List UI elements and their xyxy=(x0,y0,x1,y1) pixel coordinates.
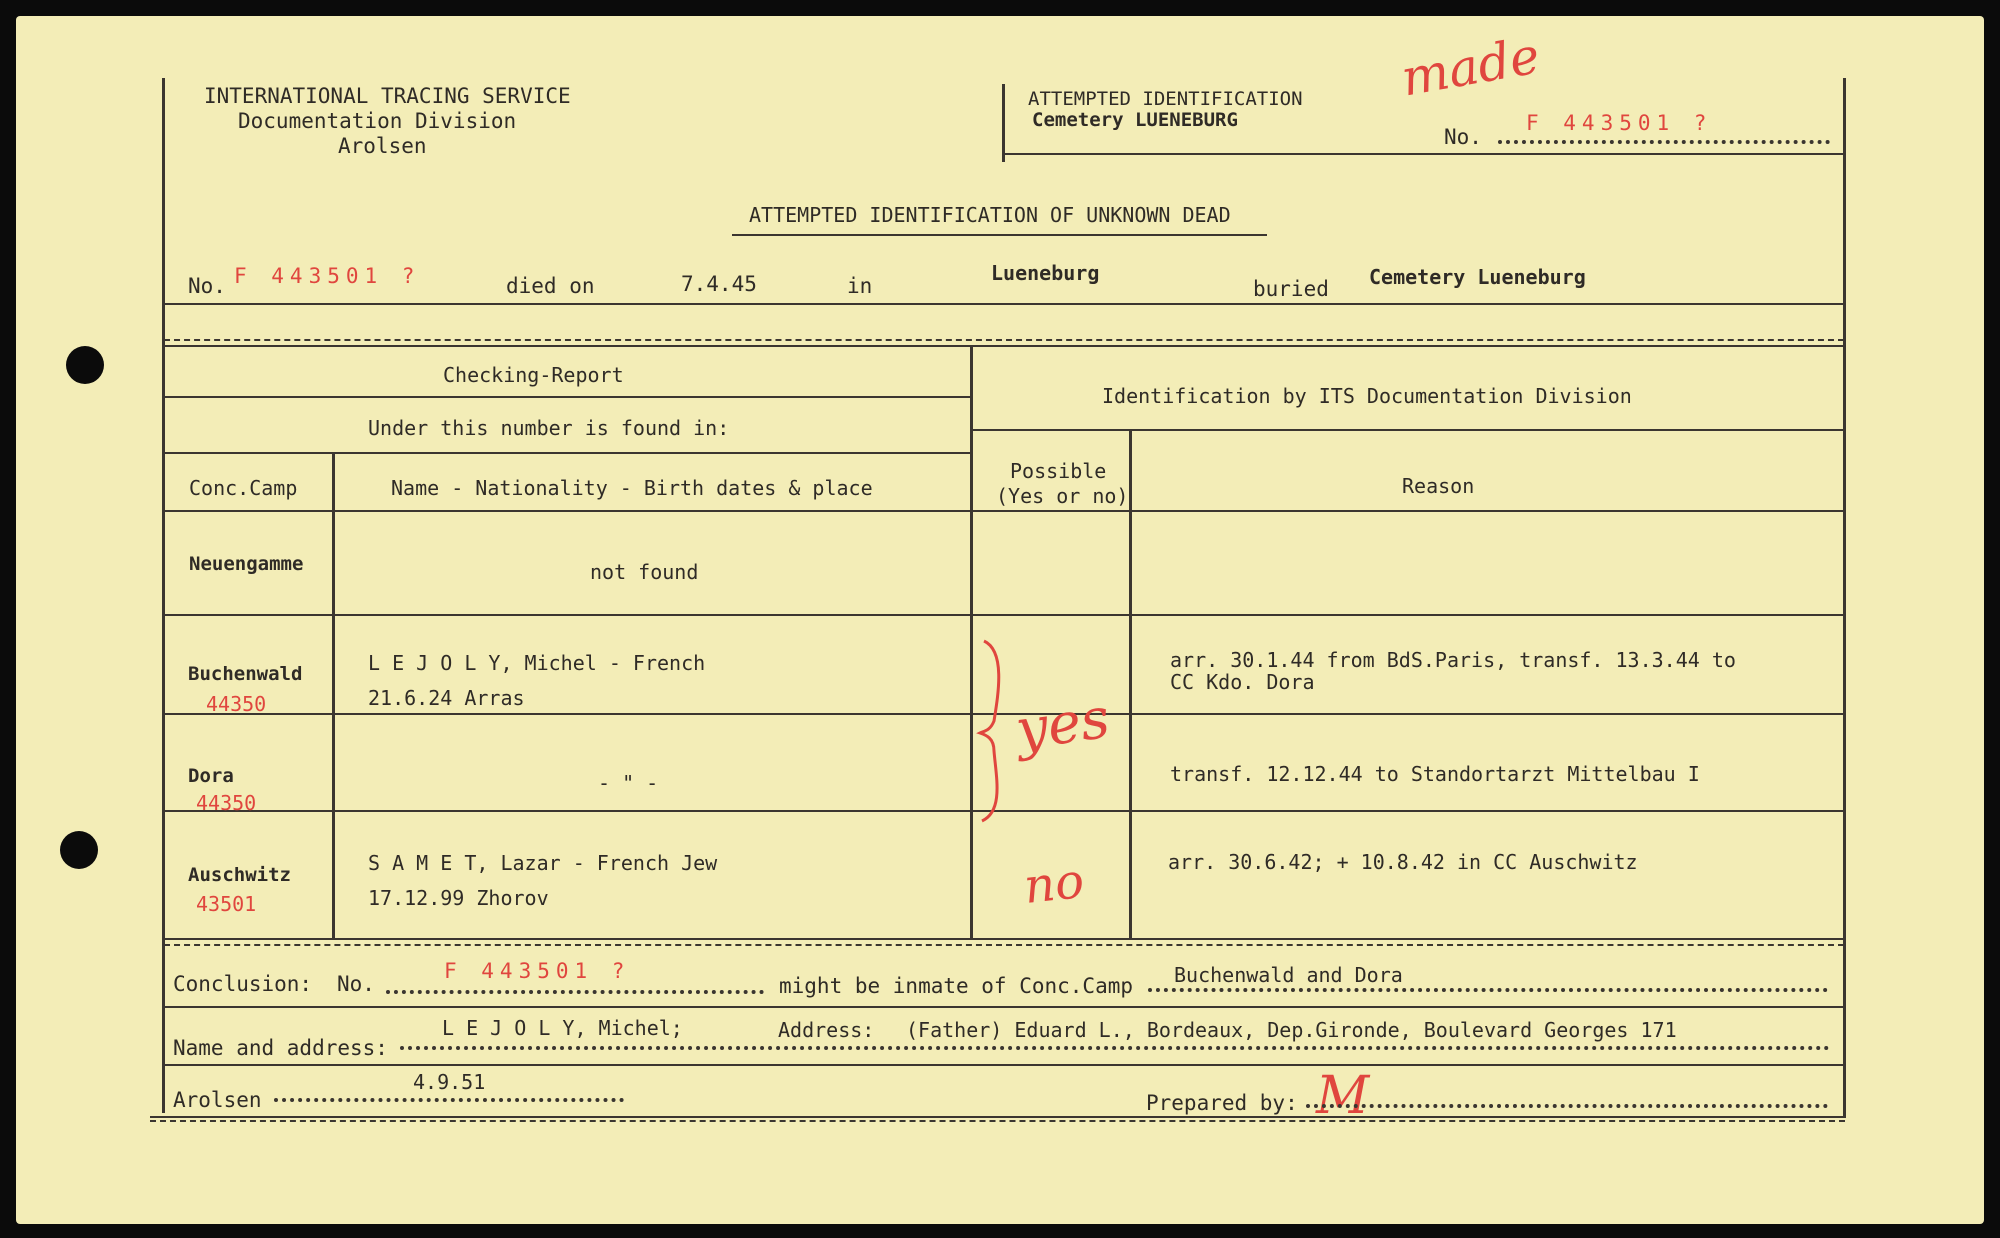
ident-title-line xyxy=(972,429,1843,431)
might-be-label: might be inmate of Conc.Camp xyxy=(779,974,1134,998)
footer-date: 4.9.51 xyxy=(413,1070,486,1094)
row-2-number: 44350 xyxy=(206,692,267,716)
colheader-line xyxy=(164,510,1844,512)
header-no-label: No. xyxy=(1444,125,1482,149)
died-on-value: 7.4.45 xyxy=(681,272,757,296)
ident-title: Identification by ITS Documentation Division xyxy=(1102,384,1632,408)
frame-left xyxy=(162,78,165,1113)
row-2-name-1: L E J O L Y, Michel - French xyxy=(368,651,706,675)
conclusion-label: Conclusion: xyxy=(173,972,313,996)
conclusion-line xyxy=(164,1006,1844,1008)
address-value: (Father) Eduard L., Bordeaux, Dep.Gironde, Boulevard Georges 171 xyxy=(906,1018,1677,1042)
conclusion-no-label: No. xyxy=(337,972,375,996)
conclusion-camp-value: Buchenwald and Dora xyxy=(1174,963,1403,987)
name-address-label: Name and address: xyxy=(173,1036,388,1060)
address-label: Address: xyxy=(778,1018,875,1042)
header-no-value: F 443501 ? xyxy=(1526,111,1713,135)
document-card xyxy=(16,16,1984,1224)
title-underline xyxy=(732,234,1267,236)
record-no-value: F 443501 ? xyxy=(234,264,421,288)
row-2-reason-1: arr. 30.1.44 from BdS.Paris, transf. 13.3.44 to xyxy=(1170,648,1736,672)
col-camp-header: Conc.Camp xyxy=(189,476,298,500)
prepared-dots xyxy=(1306,1104,1828,1108)
buried-value: Cemetery Lueneburg xyxy=(1369,265,1586,289)
bracket-mark xyxy=(976,636,1016,826)
in-value: Lueneburg xyxy=(991,261,1100,285)
buried-label: buried xyxy=(1253,277,1329,301)
page-title: ATTEMPTED IDENTIFICATION OF UNKNOWN DEAD xyxy=(749,203,1231,227)
footer-date-dots xyxy=(274,1098,624,1102)
cemetery-label: Cemetery LUENEBURG xyxy=(1032,109,1238,131)
col-name-header: Name - Nationality - Birth dates & place xyxy=(391,476,873,500)
row-2-reason-2: CC Kdo. Dora xyxy=(1170,670,1315,694)
frame-right xyxy=(1843,78,1846,1118)
row-2-name-2: 21.6.24 Arras xyxy=(368,686,525,710)
table-bottom-line-2 xyxy=(164,944,1844,946)
table-divider-camp xyxy=(332,452,335,940)
header-no-dots xyxy=(1498,140,1830,144)
header-box-bottom xyxy=(1002,153,1845,155)
record-no-label: No. xyxy=(188,274,226,298)
footer-place: Arolsen xyxy=(173,1088,262,1112)
frame-bottom xyxy=(150,1116,1845,1118)
table-top-line xyxy=(164,345,1844,347)
header-box-left xyxy=(1002,84,1005,162)
row-4-name-1: S A M E T, Lazar - French Jew xyxy=(368,851,718,875)
subheader-line xyxy=(164,452,972,454)
checking-subtitle: Under this number is found in: xyxy=(368,416,730,440)
col-possible-header-2: (Yes or no) xyxy=(996,484,1129,508)
org-line-1: INTERNATIONAL TRACING SERVICE xyxy=(204,84,571,108)
possible-no: no xyxy=(1021,853,1087,915)
table-divider-reason xyxy=(1129,429,1132,940)
punch-hole-top xyxy=(66,346,104,384)
died-on-label: died on xyxy=(506,274,595,298)
row-3-reason: transf. 12.12.44 to Standortarzt Mittelbau I xyxy=(1170,762,1700,786)
row-4-number: 43501 xyxy=(196,892,257,916)
prepared-label: Prepared by: xyxy=(1146,1091,1298,1115)
row-4-reason: arr. 30.6.42; + 10.8.42 in CC Auschwitz xyxy=(1168,850,1638,874)
in-label: in xyxy=(847,274,873,298)
prepared-signature: M xyxy=(1316,1066,1370,1126)
conclusion-camp-dots xyxy=(1148,988,1828,992)
checking-title: Checking-Report xyxy=(443,363,624,387)
name-address-line xyxy=(164,1064,1844,1066)
row-line-1 xyxy=(164,614,1844,616)
row-4-camp: Auschwitz xyxy=(188,864,291,886)
table-divider-main xyxy=(970,345,973,940)
name-value: L E J O L Y, Michel; xyxy=(442,1016,683,1040)
punch-hole-bottom xyxy=(60,831,98,869)
conclusion-no-dots xyxy=(386,990,764,994)
conclusion-no-value: F 443501 ? xyxy=(444,959,631,983)
row-3-name: - " - xyxy=(598,771,659,795)
possible-yes: yes xyxy=(1011,685,1114,764)
attempt-title: ATTEMPTED IDENTIFICATION xyxy=(1028,88,1303,110)
row-3-number: 44350 xyxy=(196,791,257,815)
row-2-camp: Buchenwald xyxy=(188,663,303,685)
record-line xyxy=(164,303,1844,305)
row-3-camp: Dora xyxy=(188,765,234,787)
record-line-2 xyxy=(164,339,1844,341)
row-1-camp: Neuengamme xyxy=(189,553,304,575)
checking-title-line xyxy=(164,396,972,398)
frame-bottom-2 xyxy=(150,1120,1845,1122)
handwritten-made: made xyxy=(1397,26,1544,108)
name-address-dots xyxy=(400,1046,1830,1050)
row-1-name: not found xyxy=(590,560,699,584)
col-reason-header: Reason xyxy=(1402,474,1475,498)
row-4-name-2: 17.12.99 Zhorov xyxy=(368,886,549,910)
org-line-2: Documentation Division xyxy=(238,109,517,133)
table-bottom-line xyxy=(164,938,1844,940)
org-line-3: Arolsen xyxy=(338,134,427,158)
col-possible-header-1: Possible xyxy=(1010,459,1107,483)
